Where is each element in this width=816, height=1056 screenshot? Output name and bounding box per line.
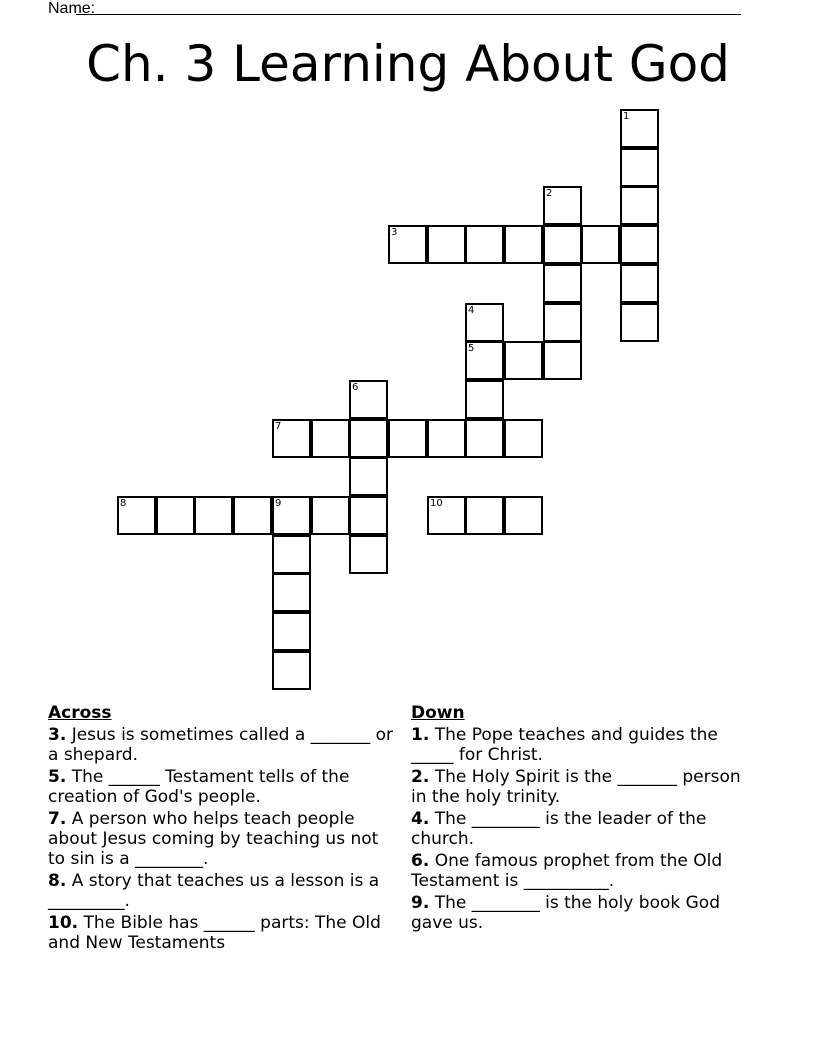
grid-cell[interactable] — [465, 303, 504, 342]
grid-cell[interactable] — [311, 496, 350, 535]
grid-cell[interactable] — [543, 186, 582, 225]
across-clues — [48, 703, 396, 955]
grid-cell[interactable] — [272, 419, 311, 458]
grid-cell[interactable] — [272, 535, 311, 574]
clue-number: 9 — [275, 498, 282, 509]
clue-number: 10 — [430, 498, 443, 509]
grid-cell[interactable] — [543, 303, 582, 342]
clue-down-9: 9. The ________ is the holy book God gave us. — [411, 893, 720, 933]
grid-cell[interactable] — [272, 651, 311, 690]
clue-number: 7 — [275, 421, 282, 432]
grid-cell[interactable] — [465, 380, 504, 419]
grid-cell[interactable] — [504, 225, 543, 264]
grid-cell[interactable] — [620, 109, 659, 148]
grid-cell[interactable] — [504, 419, 543, 458]
grid-cell[interactable] — [465, 496, 504, 535]
clue-down-1: 1. The Pope teaches and guides the _____ for Christ. — [411, 725, 718, 765]
grid-cell[interactable] — [388, 419, 427, 458]
across-heading: Across — [48, 703, 112, 723]
name-label: Name: — [48, 0, 96, 17]
down-heading: Down — [411, 703, 465, 723]
grid-cell[interactable] — [543, 341, 582, 380]
clue-across-3: 3. Jesus is sometimes called a _______ or a shepard. — [48, 725, 393, 765]
grid-cell[interactable] — [620, 186, 659, 225]
grid-cell[interactable] — [543, 225, 582, 264]
clue-across-5: 5. The ______ Testament tells of the creation of God's people. — [48, 767, 350, 807]
grid-cell[interactable] — [349, 496, 388, 535]
grid-cell[interactable] — [117, 496, 156, 535]
grid-cell[interactable] — [620, 264, 659, 303]
grid-cell[interactable] — [581, 225, 620, 264]
clue-number: 1 — [623, 111, 630, 122]
clue-number: 3 — [391, 227, 398, 238]
grid-cell[interactable] — [620, 225, 659, 264]
clue-number: 2 — [546, 188, 553, 199]
grid-cell[interactable] — [465, 419, 504, 458]
grid-cell[interactable] — [504, 496, 543, 535]
grid-cell[interactable] — [349, 380, 388, 419]
grid-cell[interactable] — [272, 573, 311, 612]
grid-cell[interactable] — [272, 496, 311, 535]
grid-cell[interactable] — [543, 264, 582, 303]
grid-cell[interactable] — [233, 496, 272, 535]
grid-cell[interactable] — [194, 496, 233, 535]
clue-number: 8 — [120, 498, 127, 509]
clue-across-10: 10. The Bible has ______ parts: The Old and New Testaments — [48, 913, 381, 953]
clue-across-7: 7. A person who helps teach people about Jesus coming by teaching us not to sin is a ________. — [48, 809, 379, 869]
clue-across-8: 8. A story that teaches us a lesson is a _________. — [48, 871, 380, 911]
grid-cell[interactable] — [427, 496, 466, 535]
grid-cell[interactable] — [427, 419, 466, 458]
clue-number: 4 — [468, 305, 475, 316]
grid-cell[interactable] — [349, 457, 388, 496]
grid-cell[interactable] — [311, 419, 350, 458]
grid-cell[interactable] — [620, 303, 659, 342]
grid-cell[interactable] — [349, 535, 388, 574]
down-clues — [411, 703, 761, 935]
grid-cell[interactable] — [349, 419, 388, 458]
clue-down-6: 6. One famous prophet from the Old Testament is __________. — [411, 851, 723, 891]
page-title: Ch. 3 Learning About God — [86, 35, 730, 93]
grid-cell[interactable] — [620, 148, 659, 187]
grid-cell[interactable] — [465, 225, 504, 264]
grid-cell[interactable] — [156, 496, 195, 535]
grid-cell[interactable] — [504, 341, 543, 380]
grid-cell[interactable] — [272, 612, 311, 651]
grid-cell[interactable] — [388, 225, 427, 264]
clue-number: 5 — [468, 343, 475, 354]
clue-down-4: 4. The ________ is the leader of the church. — [411, 809, 707, 849]
clue-down-2: 2. The Holy Spirit is the _______ person in the holy trinity. — [411, 767, 741, 807]
clue-number: 6 — [352, 382, 359, 393]
grid-cell[interactable] — [427, 225, 466, 264]
grid-cell[interactable] — [465, 341, 504, 380]
